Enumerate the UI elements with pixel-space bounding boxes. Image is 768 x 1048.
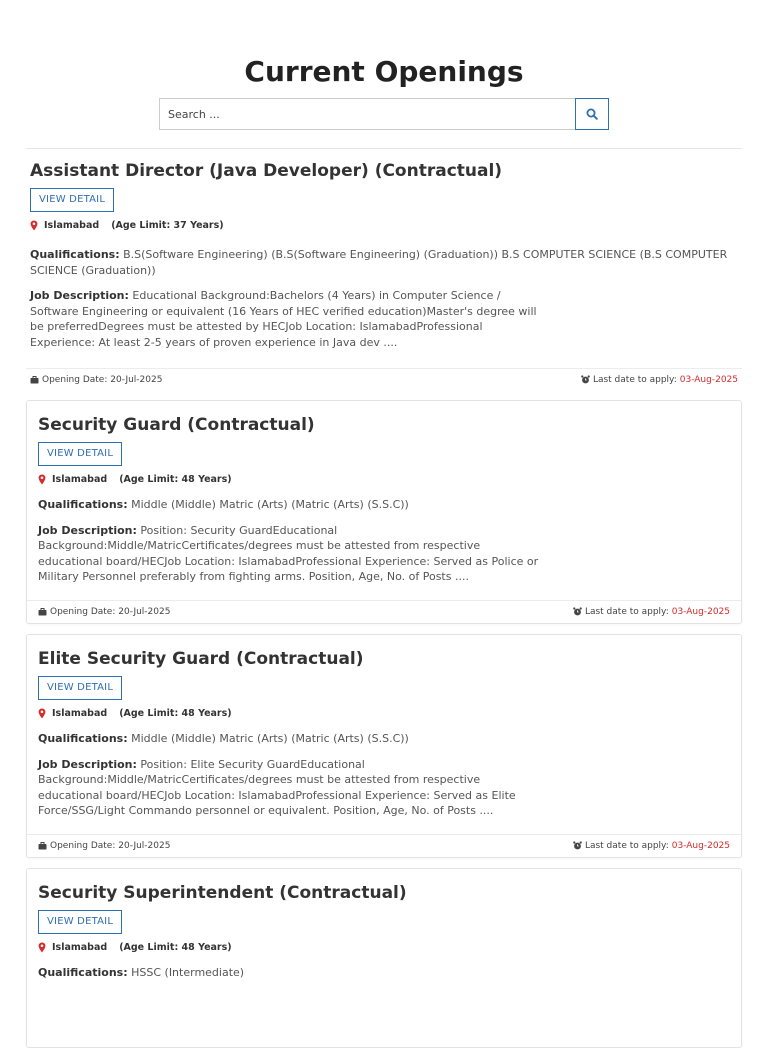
view-detail-button[interactable]: VIEW DETAIL	[30, 188, 114, 212]
job-footer	[26, 368, 742, 390]
last-date-label: Last date to apply:	[592, 374, 677, 385]
qualifications-label: Qualifications:	[38, 966, 128, 979]
description-text: Educational Background:Bachelors (4 Years) in Computer Science / Software Engineering or equivalent (16 Years of HEC verified education)Master's degree will be preferredDegrees must be attested by HECJob Location: IslamabadProfessional Experience: At least 2-5 years of proven experience in Java dev ....	[30, 289, 537, 349]
age-limit: (Age Limit: 48 Years)	[119, 708, 232, 719]
opening-date	[38, 607, 170, 617]
page-title: Current Openings	[244, 54, 524, 88]
opening-date-value: 20-Jul-2025	[118, 606, 171, 617]
qualifications	[38, 497, 728, 513]
alarm-clock-icon	[581, 375, 590, 384]
qualifications	[30, 247, 730, 278]
opening-date-value: 20-Jul-2025	[110, 374, 163, 385]
job-description	[38, 523, 543, 585]
job-title: Security Superintendent (Contractual)	[38, 883, 407, 903]
job-card	[26, 160, 742, 392]
job-card	[26, 868, 742, 1048]
last-date-value: 03-Aug-2025	[671, 840, 730, 851]
search-input[interactable]	[159, 98, 575, 130]
opening-date	[38, 841, 170, 851]
location-row	[38, 474, 728, 485]
last-date	[573, 607, 730, 617]
age-limit: (Age Limit: 37 Years)	[111, 220, 224, 231]
job-location: Islamabad	[44, 220, 100, 231]
location-row	[30, 220, 730, 231]
qualifications	[38, 965, 728, 981]
age-limit: (Age Limit: 48 Years)	[119, 474, 232, 485]
last-date-label: Last date to apply:	[584, 606, 669, 617]
opening-date-label: Opening Date:	[50, 606, 116, 617]
qualifications-label: Qualifications:	[38, 732, 128, 745]
job-title: Assistant Director (Java Developer) (Contractual)	[30, 161, 503, 181]
job-location: Islamabad	[52, 942, 108, 953]
location-pin-icon	[38, 942, 46, 953]
alarm-clock-icon	[573, 607, 582, 616]
briefcase-icon	[30, 376, 39, 384]
qualifications	[38, 731, 728, 747]
description-label: Job Description:	[38, 523, 137, 537]
job-title: Elite Security Guard (Contractual)	[38, 649, 364, 669]
qualifications-text: Middle (Middle) Matric (Arts) (Matric (Arts) (S.S.C))	[131, 732, 409, 745]
view-detail-button[interactable]: VIEW DETAIL	[38, 676, 122, 700]
qualifications-text: Middle (Middle) Matric (Arts) (Matric (Arts) (S.S.C))	[131, 498, 409, 511]
description-text: Position: Security GuardEducational Background:Middle/MatricCertificates/degrees must be attested from respective educational board/HECJob Location: IslamabadProfessional Experience: Served as Police or Military Personnel preferably from fighting arms. Position, Age, No. of Posts ....	[38, 523, 539, 583]
search-button[interactable]	[575, 98, 609, 130]
view-detail-button[interactable]: VIEW DETAIL	[38, 910, 122, 934]
location-pin-icon	[30, 220, 38, 231]
job-footer	[27, 600, 741, 622]
view-detail-button[interactable]: VIEW DETAIL	[38, 442, 122, 466]
job-description	[30, 288, 540, 350]
location-row	[38, 942, 728, 953]
search-icon	[586, 108, 598, 120]
job-card	[26, 634, 742, 858]
job-title: Security Guard (Contractual)	[38, 415, 315, 435]
job-location: Islamabad	[52, 474, 108, 485]
job-footer	[27, 834, 741, 856]
description-label: Job Description:	[30, 289, 129, 302]
last-date-label: Last date to apply:	[584, 840, 669, 851]
opening-date-label: Opening Date:	[42, 374, 108, 385]
job-card	[26, 400, 742, 624]
last-date	[573, 841, 730, 851]
age-limit: (Age Limit: 48 Years)	[119, 942, 232, 953]
location-pin-icon	[38, 708, 46, 719]
opening-date	[30, 375, 162, 385]
briefcase-icon	[38, 608, 47, 616]
briefcase-icon	[38, 842, 47, 850]
last-date-value: 03-Aug-2025	[679, 374, 738, 385]
last-date-value: 03-Aug-2025	[671, 606, 730, 617]
description-text: Position: Elite Security GuardEducational Background:Middle/MatricCertificates/degrees must be attested from respective educational board/HECJob Location: IslamabadProfessional Experience: Served as Elite Force/SSG/Light Commando personnel or equivalent. Position, Age, No. of Posts ....	[38, 757, 516, 817]
description-label: Job Description:	[38, 757, 137, 771]
search-bar	[159, 98, 609, 130]
opening-date-value: 20-Jul-2025	[118, 840, 171, 851]
opening-date-label: Opening Date:	[50, 840, 116, 851]
qualifications-text: B.S(Software Engineering) (B.S(Software Engineering) (Graduation)) B.S COMPUTER SCIENCE (B.S COMPUTER SCIENCE (Graduation))	[30, 248, 728, 277]
job-location: Islamabad	[52, 708, 108, 719]
job-description	[38, 757, 543, 819]
alarm-clock-icon	[573, 841, 582, 850]
location-pin-icon	[38, 474, 46, 485]
divider	[26, 148, 742, 149]
qualifications-text: HSSC (Intermediate)	[131, 966, 245, 979]
qualifications-label: Qualifications:	[38, 498, 128, 511]
last-date	[581, 375, 738, 385]
qualifications-label: Qualifications:	[30, 248, 120, 261]
location-row	[38, 708, 728, 719]
